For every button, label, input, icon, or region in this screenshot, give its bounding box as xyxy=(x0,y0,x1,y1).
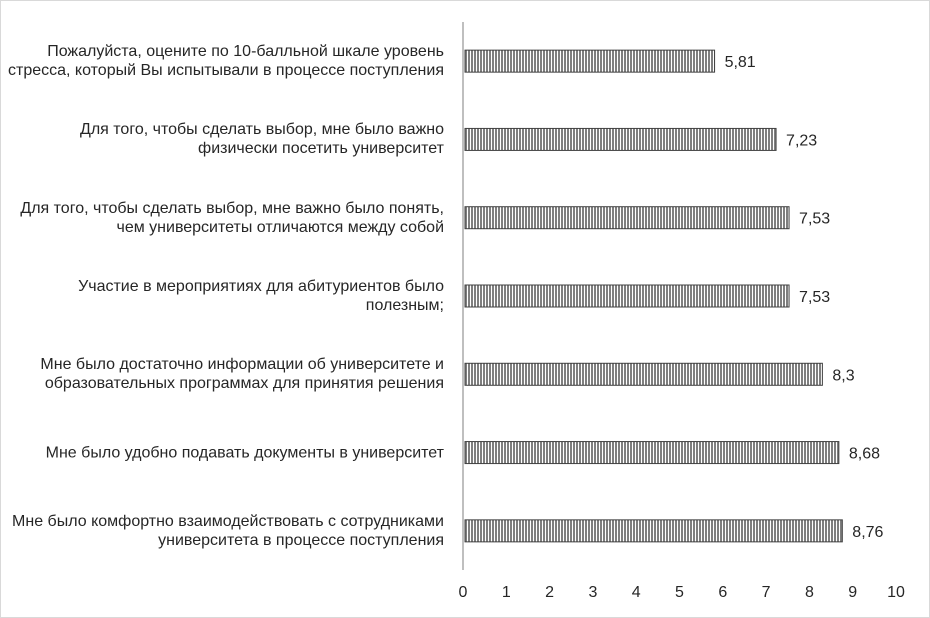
bar-6 xyxy=(465,442,839,464)
bar-2 xyxy=(465,128,776,150)
x-tick-label-4: 4 xyxy=(631,584,641,601)
bar-7 xyxy=(465,520,842,542)
value-label-6: 8,68 xyxy=(848,445,880,463)
category-label-6: Мне было удобно подавать документы в университет xyxy=(45,444,444,462)
x-tick-label-1: 1 xyxy=(501,584,511,601)
bar-4 xyxy=(465,285,789,307)
x-tick-label-9: 9 xyxy=(848,584,858,601)
x-tick-label-5: 5 xyxy=(675,584,684,601)
value-label-7: 8,76 xyxy=(852,523,884,541)
x-tick-label-8: 8 xyxy=(804,584,814,601)
category-label-2: Для того, чтобы сделать выбор, мне было важно физически посетить университет xyxy=(80,121,444,158)
value-label-5: 8,3 xyxy=(832,367,855,385)
x-tick-label-3: 3 xyxy=(588,584,598,601)
bar-5 xyxy=(465,363,822,385)
bar-1 xyxy=(465,50,715,72)
value-label-3: 7,53 xyxy=(799,210,831,228)
category-label-3: Для того, чтобы сделать выбор, мне важно было понять, чем университеты отличаются между собой xyxy=(20,199,444,236)
category-label-5: Мне было достаточно информации об университете и образовательных программах для принятия решения xyxy=(40,356,444,393)
category-label-1: Пожалуйста, оцените по 10-балльной шкале уровень стресса, который Вы испытывали в процессе поступления xyxy=(8,43,444,80)
value-label-1: 5,81 xyxy=(724,54,756,72)
x-tick-label-0: 0 xyxy=(458,584,468,601)
x-tick-label-7: 7 xyxy=(761,584,771,601)
value-label-4: 7,53 xyxy=(799,289,831,306)
category-label-7: Мне было комфортно взаимодействовать с сотрудниками университета в процессе поступления xyxy=(12,512,444,549)
bar-3 xyxy=(465,207,789,229)
x-tick-label-6: 6 xyxy=(718,584,728,601)
value-label-2: 7,23 xyxy=(786,132,818,150)
x-tick-label-2: 2 xyxy=(545,584,555,601)
x-tick-label-10: 10 xyxy=(887,584,905,601)
category-label-4: Участие в мероприятиях для абитуриентов было полезным; xyxy=(78,278,444,314)
